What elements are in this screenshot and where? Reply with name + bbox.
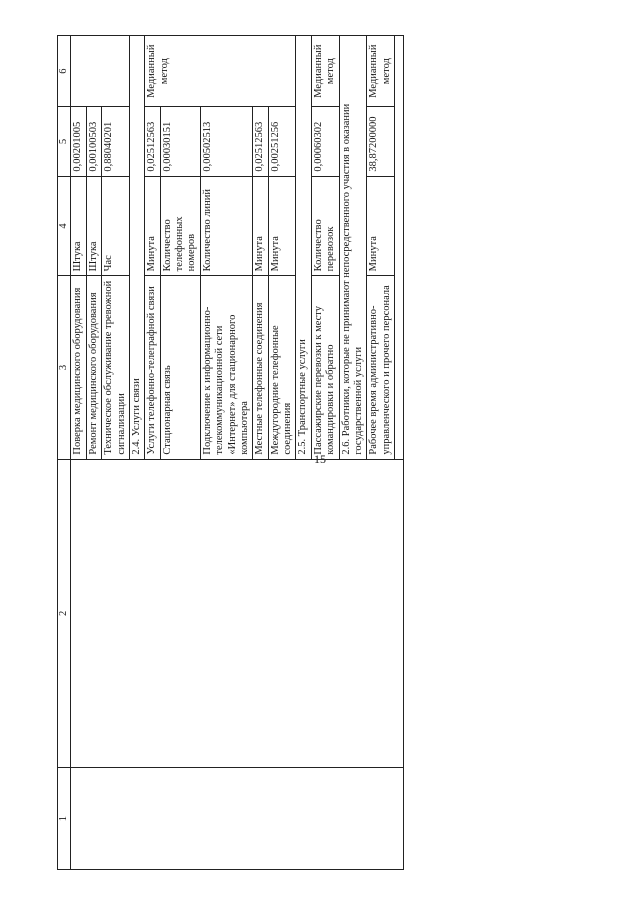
header-row [58,36,71,870]
unit: Минута [253,176,268,276]
col1-cell [71,768,404,870]
header-col-5: 5 [58,107,71,176]
service-name: Поверка медицинского оборудования [71,276,86,459]
header-col-6: 6 [58,36,71,107]
service-name: Услуги телефонно-телеграфной связи [145,276,160,459]
value: 0,00251256 [268,107,296,176]
unit: Минута [367,176,395,276]
service-name: Пассажирские перевозки к месту командировки и обратно [311,276,339,459]
header-col-3: 3 [58,276,71,459]
value: 0,00030151 [160,107,200,176]
col2-cell [71,459,404,768]
rotated-table-container [57,35,587,870]
value: 0,00502513 [200,107,253,176]
unit: Штука [71,176,86,276]
unit: Штука [86,176,101,276]
header-col-4: 4 [58,176,71,276]
value: 0,88040201 [102,107,130,176]
unit: Количество перевозок [311,176,339,276]
service-name: Рабочее время административно-управленческого и прочего персонала [367,276,395,459]
section-heading: 2.6. Работники, которые не принимают непосредственного участия в оказании государственной услуги [339,36,367,460]
norms-table [57,35,404,870]
method: Медианный метод [311,36,339,107]
value: 0,00060302 [311,107,339,176]
page-number: 15 [314,452,326,466]
section-heading: 2.4. Услуги связи [129,36,144,460]
header-col-2: 2 [58,459,71,768]
service-name: Междугородние телефонные соединения [268,276,296,459]
service-name: Ремонт медицинского оборудования [86,276,101,459]
filler-cell [395,36,404,460]
service-name: Подключение к информационно-телекоммуникационной сети «Интернет» для стационарного компьютера [200,276,253,459]
service-name: Стационарная связь [160,276,200,459]
table-row [71,36,86,870]
unit: Количество линий [200,176,253,276]
header-col-1: 1 [58,768,71,870]
unit: Минута [268,176,296,276]
unit: Количество телефонных номеров [160,176,200,276]
service-name: Местные телефонные соединения [253,276,268,459]
method: Медианный метод [145,36,296,107]
value: 0,02512563 [253,107,268,176]
section-heading: 2.5. Транспортные услуги [296,36,311,460]
unit: Час [102,176,130,276]
value: 0,02512563 [145,107,160,176]
unit: Минута [145,176,160,276]
service-name: Техническое обслуживание тревожной сигнализации [102,276,130,459]
method [71,36,130,107]
value: 0,00100503 [86,107,101,176]
value: 38,87200000 [367,107,395,176]
method: Медианный метод [367,36,395,107]
value: 0,00201005 [71,107,86,176]
